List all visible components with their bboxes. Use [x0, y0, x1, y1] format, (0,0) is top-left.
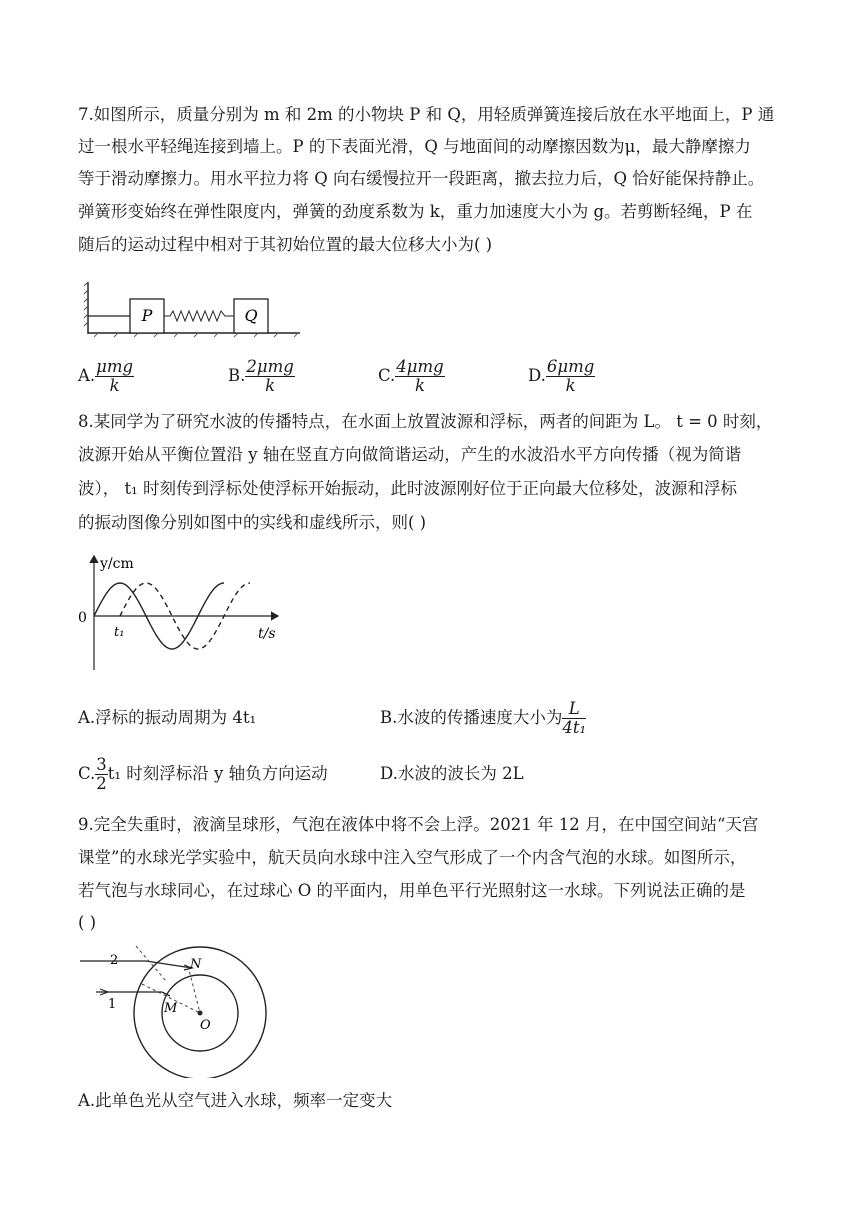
q7-option-c: C. $\frac{\text{4μmg}}{k}$	[378, 357, 444, 395]
q8-line-3: 波）， t₁ 时刻传到浮标处使浮标开始振动，此时波源刚好位于正向最大位移处，波源和浮标	[78, 479, 737, 498]
spring	[164, 311, 234, 321]
ray-1-label: 1	[108, 997, 117, 1012]
q7-line-3: 等于滑动摩擦力。用水平拉力将 Q 向右缓慢拉开一段距离，撤去拉力后，Q 恰好能保持静止。	[78, 169, 765, 188]
q9-option-a: A.此单色光从空气进入水球，频率一定变大	[78, 1091, 393, 1110]
block-p-label: P	[141, 306, 153, 325]
point-m-label: M	[164, 1001, 178, 1016]
normal-n	[188, 966, 200, 1013]
q8-line-1: 8.某同学为了研究水波的传播特点，在水面上放置波源和浮标，两者的间距为 L。 t = 0 时刻，	[78, 412, 773, 431]
q7-option-d: D. $\frac{\text{6μmg}}{k}$	[528, 357, 595, 395]
q9-line-2: 课堂”的水球光学实验中，航天员向水球中注入空气形成了一个内含气泡的水球。如图所示，	[78, 848, 747, 867]
q9-line-3: 若气泡与水球同心，在过球心 O 的平面内，用单色平行光照射这一水球。下列说法正确的是	[78, 881, 746, 900]
q9-line-1: 9.完全失重时，液滴呈球形，气泡在液体中将不会上浮。2021 年 12 月，在中国空间站“天宫	[78, 815, 759, 834]
block-q-label: Q	[244, 306, 258, 325]
t1-label: t₁	[114, 625, 125, 640]
q8-option-b: B.水波的传播速度大小为 $\frac{L}{\text{4t₁}}$	[380, 699, 587, 737]
q8-option-c: C. $\frac{3}{2}$ t₁ 时刻浮标沿 y 轴负方向运动	[78, 755, 328, 793]
q8-line-2: 波源开始从平衡位置沿 y 轴在竖直方向做简谐运动，产生的水波沿水平方向传播（视为简谐	[78, 445, 742, 464]
vibration-graph	[74, 552, 284, 674]
q8-option-a: A.浮标的振动周期为 4t₁	[78, 708, 257, 727]
spring-block-figure	[84, 282, 304, 340]
water-sphere-figure	[76, 936, 276, 1078]
q7-option-b: B. $\frac{\text{2μmg}}{k}$	[228, 357, 294, 395]
q7-line-2: 过一根水平轻绳连接到墙上。P 的下表面光滑，Q 与地面间的动摩擦因数为μ，最大静摩擦力	[78, 137, 751, 156]
q7-line-1: 7.如图所示，质量分别为 m 和 2m 的小物块 P 和 Q，用轻质弹簧连接后放在水平地面上，P 通	[78, 105, 775, 124]
q7-line-4: 弹簧形变始终在弹性限度内，弹簧的劲度系数为 k，重力加速度大小为 g。若剪断轻绳，P 在	[78, 202, 753, 221]
q8-option-d: D.水波的波长为 2L	[380, 764, 524, 783]
q7-option-a: A. $\frac{\text{μmg}}{k}$	[78, 357, 134, 395]
ray-2-label: 2	[110, 953, 119, 968]
y-axis-label: y/cm	[100, 556, 134, 572]
center-o-label: O	[200, 1018, 211, 1033]
q9-line-4: ( )	[78, 913, 97, 932]
origin-label: 0	[78, 610, 87, 626]
q8-line-4: 的振动图像分别如图中的实线和虚线所示，则( )	[78, 513, 427, 532]
x-axis-label: t/s	[258, 626, 276, 642]
point-n-label: N	[190, 957, 202, 972]
q7-line-5: 随后的运动过程中相对于其初始位置的最大位移大小为( )	[78, 235, 493, 254]
